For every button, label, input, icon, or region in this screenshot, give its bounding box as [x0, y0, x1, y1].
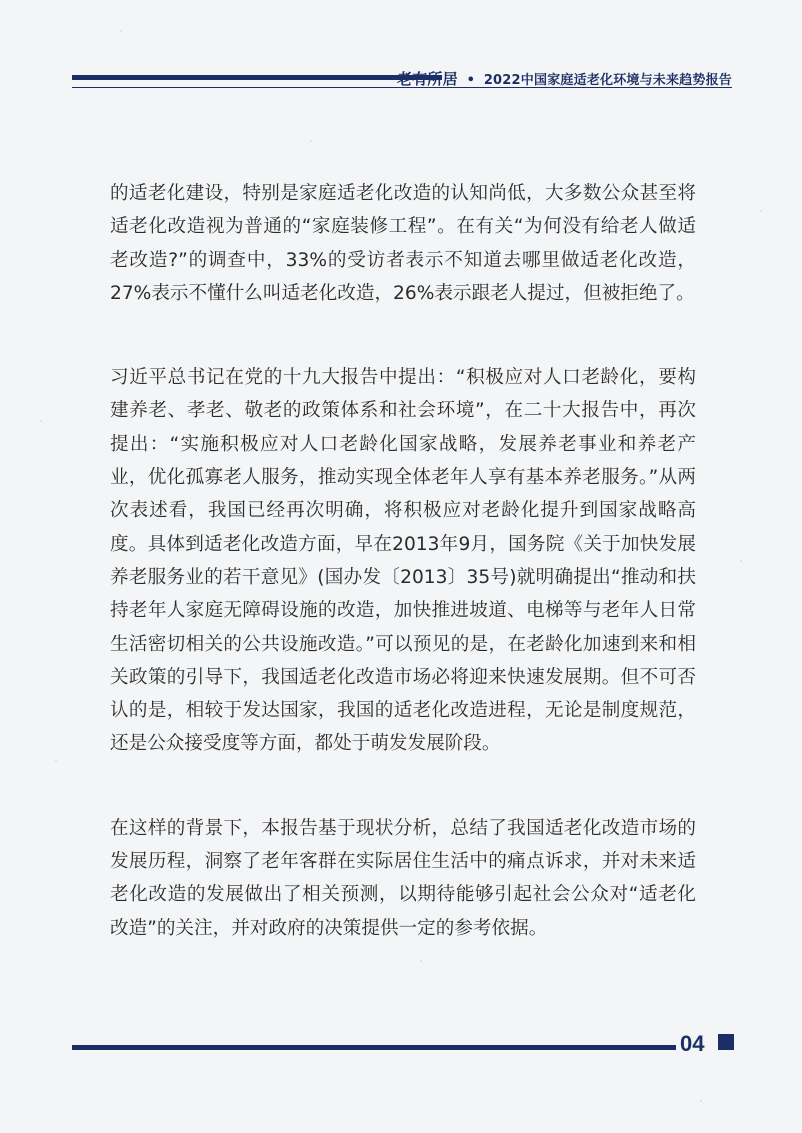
background-speck: [700, 1100, 702, 1102]
brand-name: 老有所居: [397, 70, 458, 88]
footer-rule: [72, 1045, 676, 1050]
header-separator: •: [466, 73, 476, 88]
background-speck: [760, 210, 762, 212]
report-title: 2022中国家庭适老化环境与未来趋势报告: [483, 73, 732, 88]
page-footer: [72, 1031, 734, 1056]
header-title: [397, 68, 732, 89]
paragraph: 的适老化建设，特别是家庭适老化改造的认知尚低，大多数公众甚至将适老化改造视为普通的“家庭装修工程”。在有关“为何没有给老人做适老改造?”的调查中，33%的受访者表示不知道去哪里做适老化改造，27%表示不懂什么叫适老化改造，26%表示跟老人提过，但被拒绝了。: [110, 183, 696, 304]
paragraph: 习近平总书记在党的十九大报告中提出：“积极应对人口老龄化，要构建养老、孝老、敬老的政策体系和社会环境”，在二十大报告中，再次提出：“实施积极应对人口老龄化国家战略，发展养老事业和养老产业，优化孤寡老人服务，推动实现全体老年人享有基本养老服务。”从两次表述看，我国已经再次明确，将积极应对老龄化提升到国家战略高度。具体到适老化改造方面，早在2013年9月，国务院《关于加快发展养老服务业的若干意见》(国办发〔2013〕35号)就明确提出“推动和扶持老年人家庭无障碍设施的改造，加快推进坡道、电梯等与老年人日常生活密切相关的公共设施改造。”可以预见的是，在老龄化加速到来和相关政策的引导下，我国适老化改造市场必将迎来快速发展期。但不可否认的是，相较于发达国家，我国的适老化改造进程，无论是制度规范，还是公众接受度等方面，都处于萌发发展阶段。: [110, 367, 696, 755]
background-speck: [55, 760, 57, 762]
page-number: 04: [680, 1031, 705, 1056]
background-speck: [120, 30, 122, 32]
page-header: [72, 66, 732, 90]
header-accent-bar: [72, 75, 442, 80]
paragraph: 在这样的背景下，本报告基于现状分析，总结了我国适老化改造市场的发展历程，洞察了老年客群在实际居住生活中的痛点诉求，并对未来适老化改造的发展做出了相关预测，以期待能够引起社会公众对“适老化改造”的关注，并对政府的决策提供一定的参考依据。: [110, 817, 696, 939]
background-speck: [310, 140, 312, 142]
body-text: [110, 177, 696, 945]
background-speck: [740, 560, 742, 562]
background-speck: [420, 960, 422, 962]
page-marker-square: [718, 1034, 734, 1050]
background-speck: [40, 420, 42, 422]
